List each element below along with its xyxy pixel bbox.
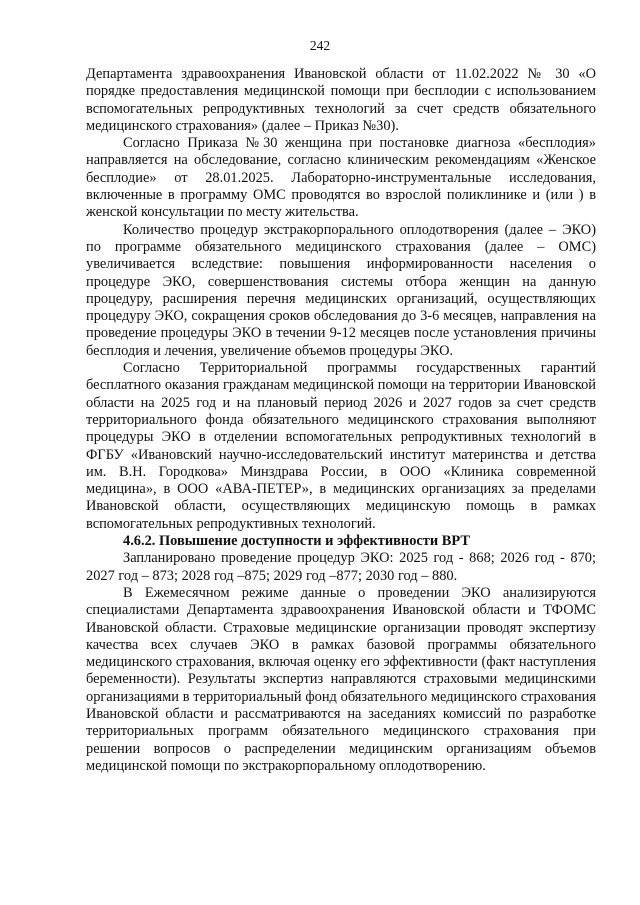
section-heading: 4.6.2. Повышение доступности и эффективности ВРТ [123, 533, 470, 550]
paragraph-order-reference: Департамента здравоохранения Ивановской области от 11.02.2022 № 30 «О порядке предоставления медицинской помощи при бесплодии с использованием вспомогательных репродуктивных технологий за счет средств обязательного медицинского страхования» (далее – Приказ №30). [86, 66, 596, 134]
paragraph-diagnosis-referral: Согласно Приказа №30 женщина при постановке диагноза «бесплодия» направляется на обследование, согласно клиническим рекомендациям «Женское бесплодие» от 28.01.2025. Лабораторно-инструментальные исследования, включенные в программу ОМС проводятся во взрослой поликлинике и (или ) в женской консультации по месту жительства. [86, 135, 596, 221]
paragraph-monthly-analysis: В Ежемесячном режиме данные о проведении ЭКО анализируются специалистами Департамента здравоохранения Ивановской области и ТФОМС Ивановской области. Страховые медицинские организации проводят экспертизу качества всех случаев ЭКО в рамках базовой программы обязательного медицинского страхования, включая оценку его эффективности (факт наступления беременности). Результаты экспертиз направляются страховыми медицинскими организациями в территориальный фонд обязательного медицинского страхования Ивановской области и рассматриваются на заседаниях комиссий по разработке территориальных программ обязательного медицинского страхования при решении вопросов о распределении медицинским организациям объемов медицинской помощи по экстракорпоральному оплодотворению. [86, 584, 596, 774]
paragraph-eco-volume-growth: Количество процедур экстракорпорального оплодотворения (далее – ЭКО) по программе обязательного медицинского страхования (далее – ОМС) увеличивается вследствие: повышения информированности населения о процедуре ЭКО, совершенствования системы отбора женщин на данную процедуру, расширения перечня медицинских организаций, осуществляющих процедуру ЭКО, сокращения сроков обследования до 3-6 месяцев, направления на проведение процедуры ЭКО в течении 9-12 месяцев после установления причины бесплодия и лечения, увеличение объемов процедуры ЭКО. [86, 221, 596, 359]
paragraph-planned-procedures: Запланировано проведение процедур ЭКО: 2025 год - 868; 2026 год - 870; 2027 год – 873; 2028 год –875; 2029 год –877; 2030 год – 880. [86, 550, 596, 584]
paragraph-territorial-program: Согласно Территориальной программы государственных гарантий бесплатного оказания гражданам медицинской помощи на территории Ивановской области на 2025 год и на плановый период 2026 и 2027 годов за счет средств территориального фонда обязательного медицинского страхования выполняют процедуры ЭКО в отделении вспомогательных репродуктивных технологий в ФГБУ «Ивановский научно-исследовательский институт материнства и детства им. В.Н. Городкова» Минздрава России, в ООО «Клиника современной медицина», в ООО «АВА-ПЕТЕР», в медицинских организациях за пределами Ивановской области, осуществляющих медицинскую помощь в рамках вспомогательных репродуктивных технологий. [86, 360, 596, 532]
document-body [86, 66, 596, 775]
page-number: 242 [309, 38, 331, 53]
